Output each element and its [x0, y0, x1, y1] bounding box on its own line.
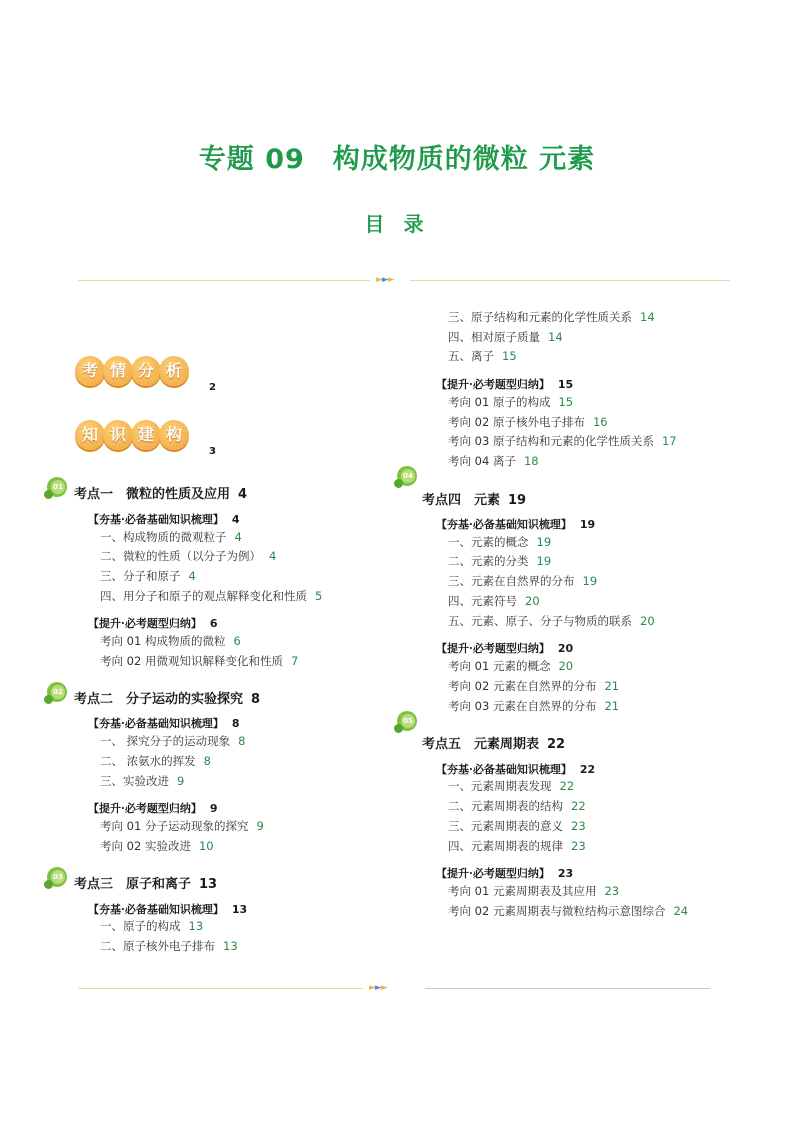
toc-entry[interactable]: 二、 浓氨水的挥发 8: [100, 754, 211, 768]
toc-base-label[interactable]: 【夯基·必备基础知识梳理】 13: [88, 903, 248, 916]
toc-entry[interactable]: 三、原子结构和元素的化学性质关系 14: [448, 310, 655, 324]
toc-entry[interactable]: 一、构成物质的微观粒子 4: [100, 530, 242, 544]
badge-kaoqing[interactable]: [75, 356, 216, 396]
badge-char: 分: [131, 356, 161, 386]
toc-entry[interactable]: 四、相对原子质量 14: [448, 330, 563, 344]
toc-entry[interactable]: 考向 02 用微观知识解释变化和性质 7: [100, 654, 299, 668]
toc-entry[interactable]: 二、微粒的性质（以分子为例） 4: [100, 549, 277, 563]
toc-section-k3[interactable]: 考点三 原子和离子 13: [74, 877, 218, 892]
toc-entry[interactable]: 考向 03 原子结构和元素的化学性质关系 17: [448, 434, 677, 448]
toc-entry[interactable]: 二、原子核外电子排布 13: [100, 939, 238, 953]
toc-entry[interactable]: 考向 02 原子核外电子排布 16: [448, 415, 608, 429]
section-number-icon: 02: [47, 682, 69, 704]
top-divider-arrows-icon: ►►►: [376, 275, 394, 285]
badge-char: 情: [103, 356, 133, 386]
document-title: 专题 09 构成物质的微粒 元素: [198, 144, 596, 175]
toc-entry[interactable]: 考向 01 构成物质的微粒 6: [100, 634, 241, 648]
section-number-icon: 04: [397, 466, 419, 488]
toc-base-label[interactable]: 【夯基·必备基础知识梳理】 4: [88, 513, 240, 526]
badge-char: 建: [131, 420, 161, 450]
bottom-divider-left: [78, 988, 363, 989]
badge-page: 3: [209, 446, 216, 457]
toc-entry[interactable]: 考向 01 元素周期表及其应用 23: [448, 884, 620, 898]
toc-entry[interactable]: 一、原子的构成 13: [100, 919, 204, 933]
toc-entry[interactable]: 三、实验改进 9: [100, 774, 185, 788]
toc-entry[interactable]: 一、 探究分子的运动现象 8: [100, 734, 246, 748]
section-number-icon: 01: [47, 477, 69, 499]
bottom-divider-arrows-icon: ►►►: [369, 983, 387, 993]
toc-entry[interactable]: 四、元素符号 20: [448, 594, 540, 608]
toc-entry[interactable]: 一、元素的概念 19: [448, 535, 552, 549]
badge-char: 识: [103, 420, 133, 450]
toc-entry[interactable]: 三、分子和原子 4: [100, 569, 196, 583]
toc-entry[interactable]: 四、用分子和原子的观点解释变化和性质 5: [100, 589, 323, 603]
bottom-divider-right: [425, 988, 710, 989]
section-number-icon: 03: [47, 867, 69, 889]
toc-entry[interactable]: 考向 01 原子的构成 15: [448, 395, 574, 409]
toc-entry[interactable]: 考向 01 元素的概念 20: [448, 659, 574, 673]
toc-entry[interactable]: 五、离子 15: [448, 349, 517, 363]
toc-entry[interactable]: 考向 02 元素周期表与微粒结构示意图综合 24: [448, 904, 689, 918]
toc-entry[interactable]: 三、元素周期表的意义 23: [448, 819, 586, 833]
top-divider-right: [410, 280, 730, 281]
toc-entry[interactable]: 二、元素的分类 19: [448, 554, 552, 568]
toc-entry[interactable]: 考向 02 元素在自然界的分布 21: [448, 679, 620, 693]
toc-entry[interactable]: 一、元素周期表发现 22: [448, 779, 575, 793]
toc-up-label[interactable]: 【提升·必考题型归纳】 20: [436, 642, 574, 655]
toc-up-label[interactable]: 【提升·必考题型归纳】 23: [436, 867, 574, 880]
badge-page: 2: [209, 382, 216, 393]
toc-entry[interactable]: 四、元素周期表的规律 23: [448, 839, 586, 853]
toc-entry[interactable]: 考向 03 元素在自然界的分布 21: [448, 699, 620, 713]
toc-entry[interactable]: 二、元素周期表的结构 22: [448, 799, 586, 813]
badge-char: 构: [159, 420, 189, 450]
section-number-icon: 05: [397, 711, 419, 733]
toc-entry[interactable]: 考向 01 分子运动现象的探究 9: [100, 819, 264, 833]
toc-up-label[interactable]: 【提升·必考题型归纳】 15: [436, 378, 574, 391]
toc-section-k1[interactable]: 考点一 微粒的性质及应用 4: [74, 487, 248, 502]
toc-section-k4[interactable]: 考点四 元素 19: [422, 493, 527, 508]
toc-base-label[interactable]: 【夯基·必备基础知识梳理】 8: [88, 717, 240, 730]
badge-zhishi[interactable]: [75, 420, 216, 460]
toc-entry[interactable]: 考向 04 离子 18: [448, 454, 539, 468]
toc-up-label[interactable]: 【提升·必考题型归纳】 6: [88, 617, 218, 630]
toc-base-label[interactable]: 【夯基·必备基础知识梳理】 19: [436, 518, 596, 531]
toc-entry[interactable]: 三、元素在自然界的分布 19: [448, 574, 598, 588]
top-divider-left: [78, 280, 370, 281]
badge-char: 考: [75, 356, 105, 386]
toc-section-k2[interactable]: 考点二 分子运动的实验探究 8: [74, 692, 261, 707]
toc-entry[interactable]: 考向 02 实验改进 10: [100, 839, 214, 853]
toc-entry[interactable]: 五、元素、原子、分子与物质的联系 20: [448, 614, 655, 628]
badge-char: 析: [159, 356, 189, 386]
badge-char: 知: [75, 420, 105, 450]
toc-up-label[interactable]: 【提升·必考题型归纳】 9: [88, 802, 218, 815]
toc-heading: 目 录: [364, 212, 430, 236]
toc-section-k5[interactable]: 考点五 元素周期表 22: [422, 737, 566, 752]
toc-base-label[interactable]: 【夯基·必备基础知识梳理】 22: [436, 763, 596, 776]
